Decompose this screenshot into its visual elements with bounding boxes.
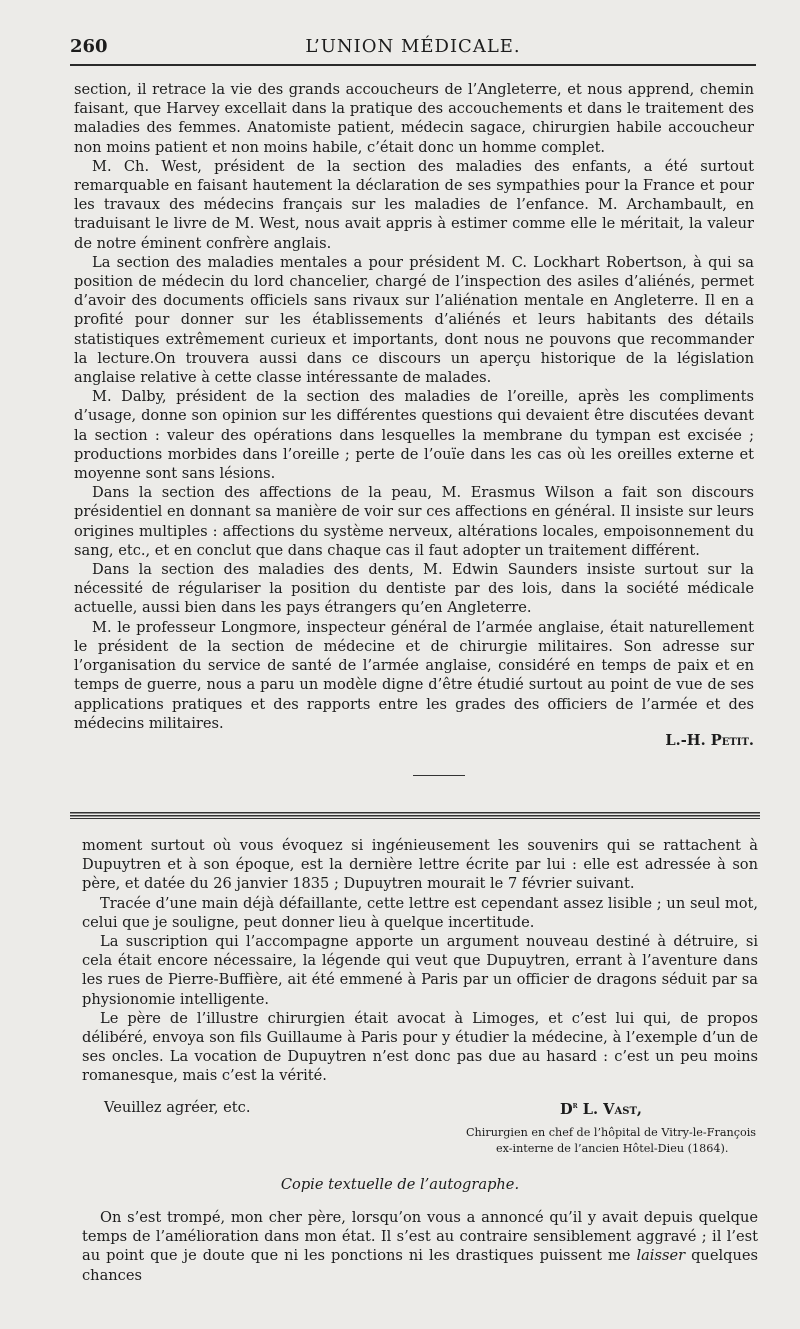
author-affiliation: ex-interne de l’ancien Hôtel-Dieu (1864). xyxy=(496,1142,729,1155)
paragraph: La suscription qui l’accompagne apporte un argument nouveau destiné à détruire, si cela était encore nécessaire, la légende qui veut que Dupuytren, errant à l’aventure dans les rues de Pierre-Buffière, ait été emmené à Paris par un officier de dragons séduit par sa physionomie intelligente. xyxy=(82,933,758,1008)
letter-text: quelques chances xyxy=(82,1247,758,1284)
paragraph: Le père de l’illustre chirurgien était avocat à Limoges, et c’est lui qui, de propos délibéré, envoya son fils Guillaume à Paris pour y étudier la médecine, à l’exemple d’un de ses oncles. La vocation de Dupuytren n’est donc pas due au hasard : c’est un peu moins romanesque, mais c’est la vérité. xyxy=(82,1009,758,1085)
copy-title: Copie textuelle de l’autographe. xyxy=(280,1176,520,1193)
paragraph: M. Ch. West, président de la section des maladies des enfants, a été surtout remarquable en faisant hautement la déclaration de ses sympathies pour la France et pour les travaux des médecins français sur les maladies de l’enfance. M. Archambault, en traduisant le livre de M. West, nous avait appris à estimer comme elle le méritait, la valeur de notre éminent confrère anglais. xyxy=(74,157,754,252)
article-section-2 xyxy=(82,836,758,1086)
author-signature-petit: L.-H. Petit. xyxy=(665,732,754,749)
autograph-letter xyxy=(82,1208,758,1285)
underlined-word: laisser xyxy=(636,1247,686,1265)
paragraph: Dans la section des affections de la peau, M. Erasmus Wilson a fait son discours présidentiel en donnant sa manière de voir sur ces affections en général. Il insiste sur leurs origines multiples : affections du système nerveux, altérations locales, empoisonnement du sang, etc., et en conclut que dans chaque cas il faut adopter un traitement différent. xyxy=(74,484,754,559)
article-section-1 xyxy=(74,80,754,733)
paragraph: La section des maladies mentales a pour président M. C. Lockhart Robertson, à qui sa position de médecin du lord chancelier, chargé de l’inspection des asiles d’aliénés, permet d’avoir des documents officiels sans rivaux sur l’aliénation mentale en Angleterre. Il en a profité pour donner sur les établissements d’aliénés et leurs habitants des détails statistiques extrêmement curieux et importants, dont nous ne pouvons que recommander la lecture.On trouvera aussi dans ce discours un aperçu historique de la législation anglaise relative à cette classe intéressante de malades. xyxy=(74,253,754,387)
paragraph: M. Dalby, président de la section des maladies de l’oreille, après les compliments d’usage, donne son opinion sur les différentes questions qui devaient être discutées devant la section : valeur des opérations dans lesquelles la membrane du tympan est excisée ; productions morbides dans l’oreille ; perte de l’ouïe dans les cas où les oreilles externe et moyenne sont sans lésions. xyxy=(74,388,754,483)
author-signature-vast xyxy=(560,1101,642,1118)
letter-closing: Veuillez agréer, etc. xyxy=(104,1099,251,1116)
journal-title: L’UNION MÉDICALE. xyxy=(305,36,521,57)
section-divider xyxy=(70,812,760,819)
paragraph: M. le professeur Longmore, inspecteur général de l’armée anglaise, était naturellement le président de la section de médecine et de chirurgie militaires. Son adresse sur l’organisation du service de santé de l’armée anglaise, considéré en temps de paix et en temps de guerre, nous a paru un modèle digne d’être étudié surtout au point de vue de ses applications pratiques et des rapports entre les grades des officiers de l’armée et des médecins militaires. xyxy=(74,618,754,732)
paragraph: section, il retrace la vie des grands accoucheurs de l’Angleterre, et nous apprend, chemin faisant, que Harvey excellait dans la pratique des accouchements et dans le traitement des maladies des femmes. Anatomiste patient, médecin sagace, chirurgien habile accoucheur non moins patient et non moins habile, c’était donc un homme complet. xyxy=(74,81,754,156)
paragraph xyxy=(82,1208,758,1285)
page-number: 260 xyxy=(70,36,108,57)
page-header xyxy=(70,32,756,66)
signature-sup: r xyxy=(572,1101,578,1112)
letter-text: On s’est trompé, mon cher père, lorsqu’on vous a annoncé qu’il y avait depuis quelque temps de l’amélioration dans mon état. Il s’est au contraire sensiblement aggravé ; il l’est au point que je doute que ni les ponctions ni les drastiques puissent me xyxy=(82,1209,758,1265)
author-affiliation: Chirurgien en chef de l’hôpital de Vitry-le-François xyxy=(466,1126,757,1139)
signature-name: L. Vast, xyxy=(577,1101,642,1118)
paragraph: Tracée d’une main déjà défaillante, cette lettre est cependant assez lisible ; un seul mot, celui que je souligne, peut donner lieu à quelque incertitude. xyxy=(82,894,758,931)
signature-prefix: D xyxy=(560,1101,573,1118)
paragraph: Dans la section des maladies des dents, M. Edwin Saunders insiste surtout sur la nécessité de régulariser la position du dentiste par des lois, dans la société médicale actuelle, aussi bien dans les pays étrangers qu’en Angleterre. xyxy=(74,561,754,617)
short-divider xyxy=(413,775,465,776)
paragraph: moment surtout où vous évoquez si ingénieusement les souvenirs qui se rattachent à Dupuytren et à son époque, est la dernière lettre écrite par lui : elle est adressée à son père, et datée du 26 janvier 1835 ; Dupuytren mourait le 7 février suivant. xyxy=(82,837,758,893)
